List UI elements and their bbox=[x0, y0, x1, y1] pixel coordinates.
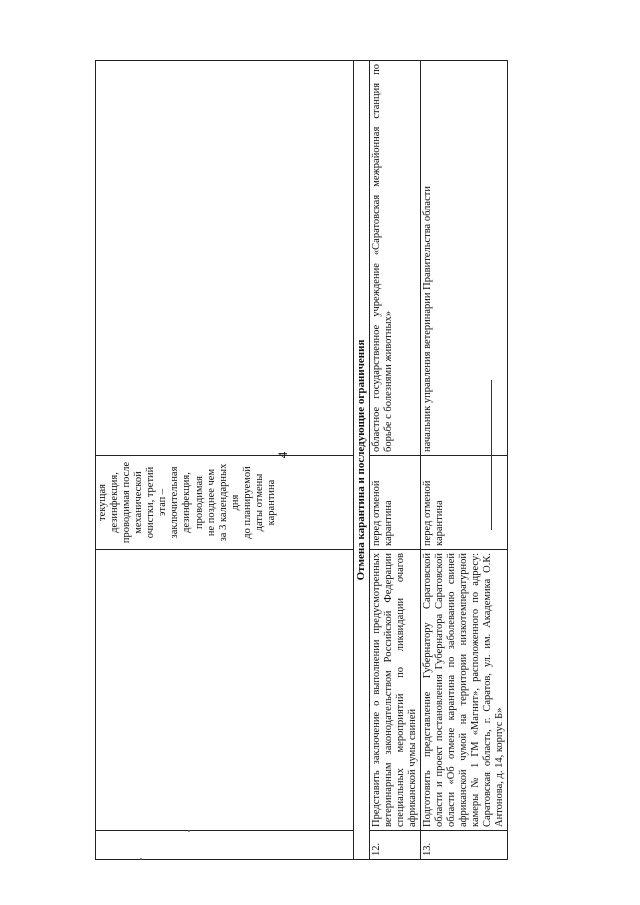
term-line: этап – bbox=[157, 488, 169, 517]
landscape-content bbox=[95, 60, 506, 860]
term-line: проводимая bbox=[193, 476, 205, 529]
term-line: проводимая после bbox=[121, 461, 133, 544]
term-line: текущая bbox=[97, 483, 108, 522]
term-line: не позднее чем bbox=[205, 468, 217, 537]
cell-action-empty bbox=[96, 550, 354, 831]
row-action: Подготовить представление Губернатору Саратовской области и проект постановления Губернатора Саратовской области «Об отмене карантина по заболеванию свиней африканской чумой на территории низкотемпературной камеры № 1 ГМ «Магнит», расположенного по адресу: Саратовская область, г. Саратов, ул. им. Академика О.К. Антонова, д. 14, корпус Б» bbox=[420, 550, 507, 831]
measures-table bbox=[95, 60, 508, 860]
term-line: до планируемой bbox=[241, 466, 253, 539]
term-line: дня bbox=[229, 494, 241, 511]
scan-speck bbox=[140, 858, 142, 860]
cell-responsible-empty bbox=[96, 61, 354, 456]
row-responsible: начальник управления ветеринарии Правительства области bbox=[420, 61, 507, 456]
cell-term-continuation bbox=[96, 456, 354, 550]
row-term: перед отменой карантина bbox=[369, 456, 420, 550]
term-line: дезинфекция, bbox=[109, 472, 121, 533]
cell-num-empty bbox=[96, 831, 354, 860]
row-action: Представить заключение о выполнении предусмотренных ветеринарным законодательством Российской Федерации специальных мероприятий по ликвидации очагов африканской чумы свиней bbox=[369, 550, 420, 831]
term-line: дезинфекция, bbox=[181, 472, 193, 533]
term-line: механической bbox=[133, 471, 145, 534]
signature-divider bbox=[491, 380, 492, 530]
row-number: 12. bbox=[369, 831, 420, 860]
rotated-table-wrapper bbox=[95, 60, 506, 860]
term-line: очистки, третий bbox=[145, 466, 157, 539]
table-row bbox=[369, 61, 420, 860]
term-line: даты отмены bbox=[253, 473, 265, 532]
row-term: перед отменой карантина bbox=[420, 456, 507, 550]
row-number: 13. bbox=[420, 831, 507, 860]
table-row bbox=[420, 61, 507, 860]
term-line: карантина bbox=[265, 479, 277, 526]
section-header-row bbox=[354, 61, 370, 860]
term-line: заключительная bbox=[169, 466, 181, 539]
scan-speck bbox=[188, 830, 190, 832]
row-responsible: областное государственное учреждение «Саратовская межрайонная станция по борьбе с болезнями животных» bbox=[369, 61, 420, 456]
table-row-continuation bbox=[96, 61, 354, 860]
section-title: Отмена карантина и последующие ограничения bbox=[354, 61, 370, 860]
term-line: за 3 календарных bbox=[217, 463, 229, 542]
page-number: 4 bbox=[275, 451, 290, 459]
